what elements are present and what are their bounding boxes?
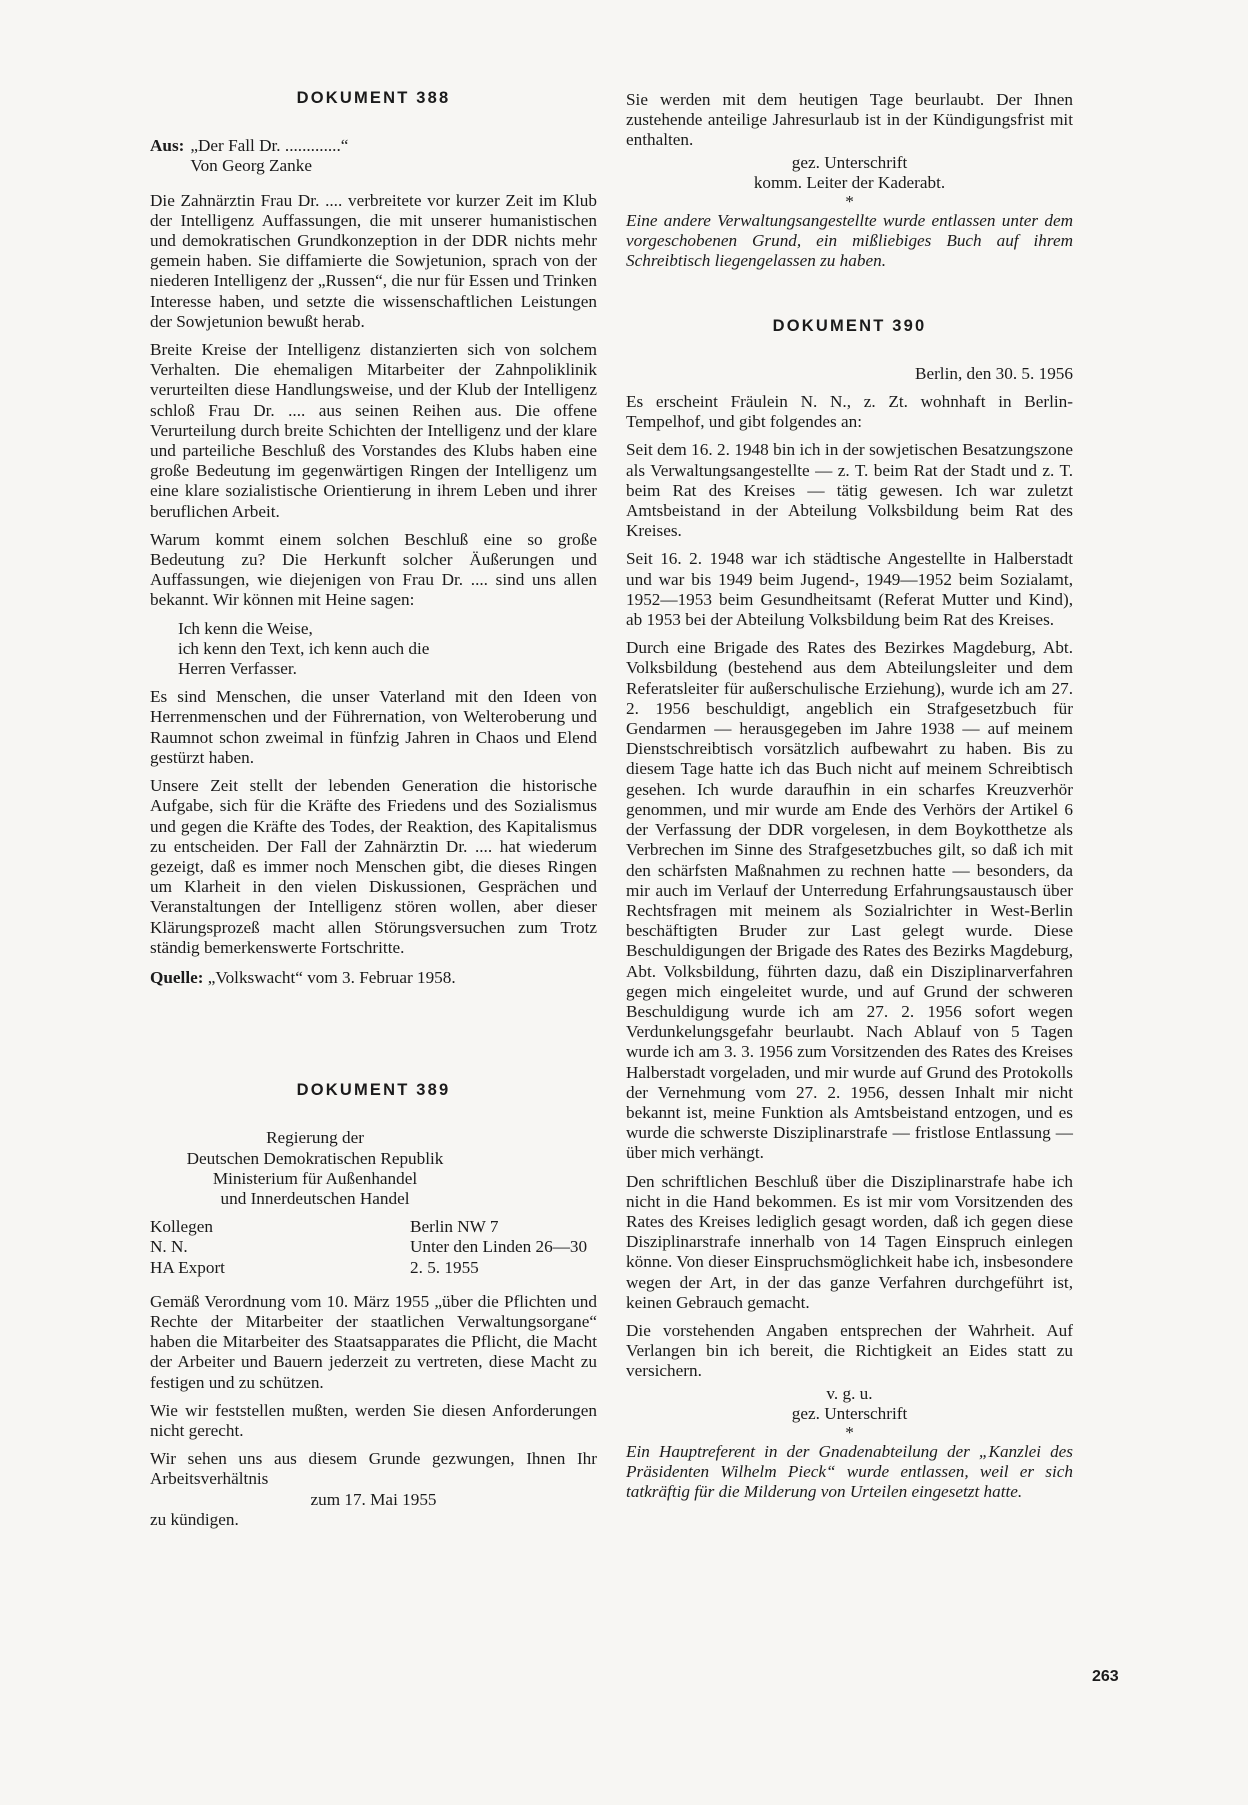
vgu-mark: v. g. u. [826,1383,873,1403]
sender-line: Unter den Linden 26—30 [410,1237,588,1257]
letterhead-line: Regierung der [266,1128,364,1148]
paragraph: Die vorstehenden Angaben entsprechen der Wahrheit. Auf Verlangen bin ich bereit, die Richtigkeit an Eides statt zu versichern. [626,1320,1073,1381]
termination-date: zum 17. Mai 1955 [310,1489,437,1509]
separator-star: * [845,1422,854,1442]
signature: gez. Unterschrift [791,152,908,172]
source-author: Von Georg Zanke [190,156,312,176]
paragraph: Warum kommt einem solchen Beschluß eine so große Bedeutung zu? Die Herkunft solcher Äußerungen und Auffassungen, wie diejenigen von Frau Dr. .... sind uns allen bekannt. Wir können mit Heine sagen: [150,529,597,610]
heading-dokument-388: DOKUMENT 388 [296,89,451,107]
recipient-line: N. N. [150,1237,188,1257]
paragraph: Durch eine Brigade des Rates des Bezirkes Magdeburg, Abt. Volksbildung (bestehend aus dem Abteilungsleiter und dem Referatsleiter für außerschulische Erziehung), wurde ich am 27. 2. 1956 beschuldigt, angeblich ein Strafgesetzbuch für Gendarmen — herausgegeben im Jahre 1938 — auf meinem Dienstschreibtisch vorsätzlich aufbewahrt zu haben. Bis zu diesem Tage hatte ich das Buch nicht auf meinem Schreibtisch gesehen. Ich wurde daraufhin in ein scharfes Kreuzverhör genommen, und mir wurde am Ende des Verhörs der Artikel 6 der Verfassung der DDR vorgelesen, in dem Boykotthetze als Verbrechen im Sinne des Strafgesetzbuches gilt, so daß ich mit den schärfsten Maßnahmen zu rechnen hatte — besonders, da mir auch im Verlauf der Unterredung Erfahrungsaustausch über Rechtsfragen mit meinem als Sozialrichter in West-Berlin beschäftigten Bruder zur Last gelegt wurde. Diese Beschuldigungen der Brigade des Rates des Bezirks Magdeburg, Abt. Volksbildung, führten dazu, daß ein Disziplinarverfahren gegen mich eingeleitet wurde, und auf Grund der schweren Beschuldigung wurde ich am 27. 2. 1956 sofort wegen Verdunkelungsgefahr beurlaubt. Nach Ablauf von 5 Tagen wurde ich am 3. 3. 1956 zum Vorsitzenden des Rates des Kreises Halberstadt vorgeladen, und mir wurde auf Grund des Protokolls der Vernehmung vom 27. 2. 1956, dessen Inhalt mir nicht bekannt ist, meine Funktion als Amtsbeistand entzogen, und es wurde die schwerste Disziplinarstrafe — fristlose Entlassung — über mich verhängt. [626,638,1073,1163]
left-column [150,88,597,1530]
letterhead-line: Deutschen Demokratischen Republik [186,1148,444,1168]
signature: gez. Unterschrift [791,1403,908,1423]
editorial-note: Eine andere Verwaltungsangestellte wurde entlassen unter dem vorgeschobenen Grund, ein mißliebiges Buch auf ihrem Schreibtisch liegengelassen zu haben. [626,211,1073,271]
paragraph: Wie wir feststellen mußten, werden Sie diesen Anforderungen nicht gerecht. [150,1400,597,1440]
recipient-line: Kollegen [150,1217,214,1237]
paragraph: Gemäß Verordnung vom 10. März 1955 „über die Pflichten und Rechte der Mitarbeiter der staatlichen Verwaltungsorgane“ haben die Mitarbeiter des Staatsapparates die Pflicht, die Macht der Arbeiter und Bauern jederzeit zu vertreten, diese Macht zu festigen und zu schützen. [150,1291,597,1392]
quelle-text: „Volkswacht“ vom 3. Februar 1958. [207,967,456,987]
document-date: Berlin, den 30. 5. 1956 [914,363,1073,383]
right-column [626,90,1073,1511]
paragraph: Es erscheint Fräulein N. N., z. Zt. wohnhaft in Berlin-Tempelhof, und gibt folgendes an: [626,392,1073,432]
paragraph: Die Zahnärztin Frau Dr. .... verbreitete vor kurzer Zeit im Klub der Intelligenz Auffassungen, die mit unserer humanistischen und demokratischen Grundkonzeption in der DDR nichts mehr gemein haben. Sie diffamierte die Sowjetunion, sprach von der niederen Intelligenz der „Russen“, die nur für Essen und Trinken Interesse haben, und setzte die wissenschaftlichen Leistungen der Sowjetunion bewußt herab. [150,190,597,331]
letterhead-line: Ministerium für Außenhandel [212,1168,418,1188]
signature-title: komm. Leiter der Kaderabt. [753,172,946,192]
paragraph: Seit dem 16. 2. 1948 bin ich in der sowjetischen Besatzungszone als Verwaltungsangestellte — z. T. beim Rat der Stadt und z. T. beim Rat des Kreises — tätig gewesen. Ich war zuletzt Amtsbeistand in der Abteilung Volksbildung beim Rat des Kreises. [626,440,1073,541]
address-block [150,1217,597,1278]
verse-line: Ich kenn die Weise, [178,618,313,638]
heading-dokument-390: DOKUMENT 390 [772,316,927,335]
source-block [150,136,597,176]
source-title: „Der Fall Dr. .............“ [190,136,349,156]
paragraph: Breite Kreise der Intelligenz distanzierten sich von solchem Verhalten. Die ehemaligen Mitarbeiter der Zahnpoliklinik verurteilten diese Handlungsweise, und der Klub der Intelligenz schloß Frau Dr. .... aus seinen Reihen aus. Die offene Verurteilung durch breite Schichten der Intelligenz und der klare und parteiliche Beschluß des Vorstandes des Klubs haben eine große Bedeutung im gegenwärtigen Ringen der Intelligenz um eine klare sozialistische Orientierung in ihrem Leben und ihrer beruflichen Arbeit. [150,340,597,521]
editorial-note: Ein Hauptreferent in der Gnadenabteilung der „Kanzlei des Präsidenten Wilhelm Pieck“ wurde entlassen, weil er sich tatkräftig für die Milderung von Urteilen eingesetzt hatte. [626,1441,1073,1502]
paragraph-end: zu kündigen. [150,1509,239,1529]
verse-line: ich kenn den Text, ich kenn auch die [178,638,430,658]
source-citation [150,968,597,988]
quelle-label: Quelle: [150,967,204,987]
sender-line: 2. 5. 1955 [410,1257,479,1277]
verse-quote [178,619,597,680]
separator-star: * [845,192,854,212]
heading-dokument-389: DOKUMENT 389 [296,1081,451,1100]
paragraph: Es sind Menschen, die unser Vaterland mit den Ideen von Herrenmenschen und der Führernation, von Welteroberung und Raumnot schon zweimal in fünfzig Jahren in Chaos und Elend gestürzt haben. [150,687,597,767]
paragraph: Sie werden mit dem heutigen Tage beurlaubt. Der Ihnen zustehende anteilige Jahresurlaub ist in der Kündigungsfrist mit enthalten. [626,90,1073,150]
letterhead [150,1128,480,1209]
paragraph: Seit 16. 2. 1948 war ich städtische Angestellte in Halberstadt und war bis 1949 beim Jugend-, 1949—1952 beim Sozialamt, 1952—1953 beim Gesundheitsamt (Referat Mutter und Kind), ab 1953 bei der Abteilung Volksbildung beim Rat des Kreises. [626,549,1073,630]
paragraph: Unsere Zeit stellt der lebenden Generation die historische Aufgabe, sich für die Kräfte des Friedens und des Sozialismus und gegen die Kräfte des Todes, der Reaktion, des Kapitalismus zu entscheiden. Der Fall der Zahnärztin Dr. .... hat wiederum gezeigt, daß es immer noch Menschen gibt, die dieses Ringen um Klarheit in den vielen Diskussionen, Gesprächen und Veranstaltungen der Intelligenz stören wollen, aber dieser Klärungsprozeß macht allen Störungsversuchen zum Trotz ständig bemerkenswerte Fortschritte. [150,776,597,957]
source-label: Aus: [150,136,185,156]
paragraph: Den schriftlichen Beschluß über die Disziplinarstrafe habe ich nicht in die Hand bekommen. Es ist mir vom Vorsitzenden des Rates des Kreises lediglich gesagt worden, daß ich gegen diese Disziplinarstrafe innerhalb von 14 Tagen Einspruch einlegen könne. Von dieser Einspruchsmöglichkeit habe ich, insbesondere wegen der Art, in der das ganze Verfahren durchgeführt ist, keinen Gebrauch gemacht. [626,1171,1073,1312]
paragraph: Wir sehen uns aus diesem Grunde gezwungen, Ihnen Ihr Arbeitsverhältnis [150,1449,597,1489]
letterhead-line: und Innerdeutschen Handel [220,1188,410,1208]
recipient-line: HA Export [150,1257,225,1277]
sender-line: Berlin NW 7 [410,1217,499,1237]
page-number: 263 [1092,1668,1119,1685]
verse-line: Herren Verfasser. [178,659,297,679]
